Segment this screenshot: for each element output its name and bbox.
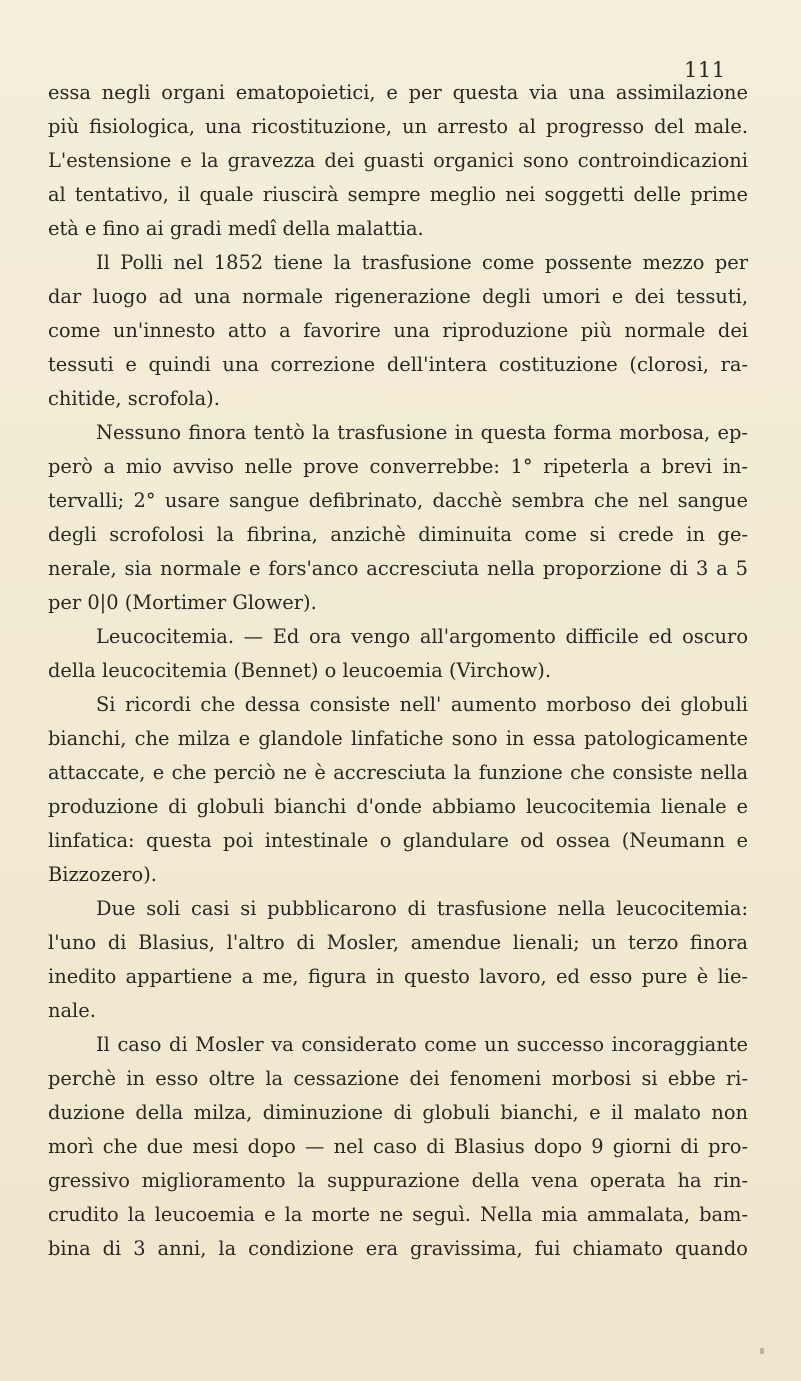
text-line: produzione di globuli bianchi d'onde abbiamo leucocitemia lienale e — [48, 795, 748, 818]
text-line: bianchi, che milza e glandole linfatiche sono in essa patologicamente — [48, 727, 748, 750]
text-line: per 0|0 (Mortimer Glower). — [48, 591, 317, 614]
text-line: inedito appartiene a me, figura in questo lavoro, ed esso pure è lie- — [48, 965, 748, 988]
paragraph-1 — [48, 76, 748, 246]
text-line: Il Polli nel 1852 tiene la trasfusione come possente mezzo per — [96, 251, 748, 274]
paragraph-5 — [48, 688, 748, 892]
text-line: Due soli casi si pubblicarono di trasfusione nella leucocitemia: — [96, 897, 748, 920]
text-line: però a mio avviso nelle prove converrebbe: 1° ripeterla a brevi in- — [48, 455, 748, 478]
text-line: essa negli organi ematopoietici, e per questa via una assimilazione — [48, 81, 748, 104]
paragraph-6 — [48, 892, 748, 1028]
text-line: Bizzozero). — [48, 863, 157, 886]
text-line: l'uno di Blasius, l'altro di Mosler, amendue lienali; un terzo finora — [48, 931, 748, 954]
text-line: attaccate, e che perciò ne è accresciuta la funzione che consiste nella — [48, 761, 748, 784]
text-line: Nessuno finora tentò la trasfusione in questa forma morbosa, ep- — [96, 421, 748, 444]
body-text — [48, 76, 748, 1266]
text-line: dar luogo ad una normale rigenerazione degli umori e dei tessuti, — [48, 285, 748, 308]
ink-mark — [760, 1348, 764, 1354]
text-line: Il caso di Mosler va considerato come un successo incoraggiante — [96, 1033, 748, 1056]
text-line: L'estensione e la gravezza dei guasti organici sono controindicazioni — [48, 149, 748, 172]
text-line: chitide, scrofola). — [48, 387, 220, 410]
text-line: Leucocitemia. — Ed ora vengo all'argomento difficile ed oscuro — [96, 625, 748, 648]
text-line: degli scrofolosi la fibrina, anzichè diminuita come si crede in ge- — [48, 523, 748, 546]
text-line: età e fino ai gradi medî della malattia. — [48, 217, 424, 240]
text-line: nerale, sia normale e fors'anco accresciuta nella proporzione di 3 a 5 — [48, 557, 748, 580]
text-line: al tentativo, il quale riuscirà sempre meglio nei soggetti delle prime — [48, 183, 748, 206]
paragraph-4 — [48, 620, 748, 688]
paragraph-2 — [48, 246, 748, 416]
text-line: perchè in esso oltre la cessazione dei fenomeni morbosi si ebbe ri- — [48, 1067, 748, 1090]
paragraph-3 — [48, 416, 748, 620]
text-line: linfatica: questa poi intestinale o glandulare od ossea (Neumann e — [48, 829, 748, 852]
page-number: 111 — [684, 58, 726, 82]
text-line: tessuti e quindi una correzione dell'intera costituzione (clorosi, ra- — [48, 353, 748, 376]
text-line: nale. — [48, 999, 96, 1022]
text-line: bina di 3 anni, la condizione era gravissima, fui chiamato quando — [48, 1237, 748, 1260]
text-line: crudito la leucoemia e la morte ne seguì. Nella mia ammalata, bam- — [48, 1203, 748, 1226]
text-line: tervalli; 2° usare sangue defibrinato, dacchè sembra che nel sangue — [48, 489, 748, 512]
text-line: della leucocitemia (Bennet) o leucoemia (Virchow). — [48, 659, 551, 682]
text-line: duzione della milza, diminuzione di globuli bianchi, e il malato non — [48, 1101, 748, 1124]
text-line: gressivo miglioramento la suppurazione della vena operata ha rin- — [48, 1169, 748, 1192]
text-line: morì che due mesi dopo — nel caso di Blasius dopo 9 giorni di pro- — [48, 1135, 748, 1158]
text-line: Si ricordi che dessa consiste nell' aumento morboso dei globuli — [96, 693, 748, 716]
text-line: come un'innesto atto a favorire una riproduzione più normale dei — [48, 319, 748, 342]
paragraph-7 — [48, 1028, 748, 1266]
text-line: più fisiologica, una ricostituzione, un arresto al progresso del male. — [48, 115, 748, 138]
